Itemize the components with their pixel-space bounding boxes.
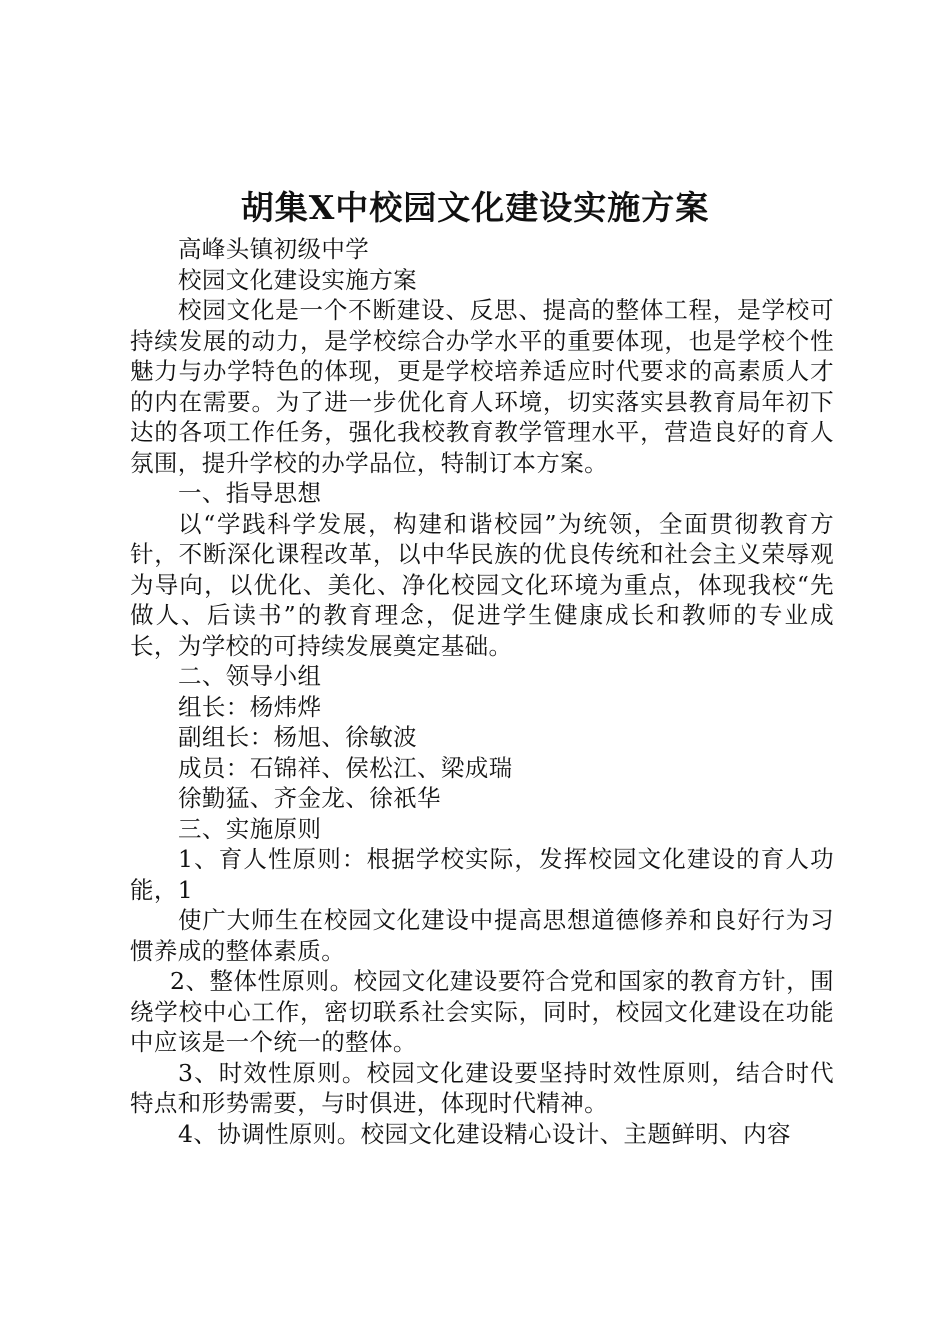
section-heading-principles: 三、实施原则 xyxy=(178,814,322,843)
members-line-continued: 徐勤猛、齐金龙、徐祇华 xyxy=(178,784,441,812)
principle-4: 4、协调性原则。校园文化建设精心设计、主题鲜明、内容 xyxy=(178,1119,791,1148)
principle-3: 3、时效性原则。校园文化建设要坚持时效性原则，结合时代特点和形势需要，与时俱进，体现时代精神。 xyxy=(130,1058,834,1117)
section-heading-guiding-ideology: 一、指导思想 xyxy=(178,479,322,507)
section-heading-leadership-group: 二、领导小组 xyxy=(178,662,322,690)
principle-1-continued: 使广大师生在校园文化建设中提高思想道德修养和良好行为习惯养成的整体素质。 xyxy=(130,906,834,965)
members-line: 成员：石锦祥、侯松江、梁成瑞 xyxy=(178,753,513,782)
school-name: 高峰头镇初级中学 xyxy=(178,235,370,263)
document-body xyxy=(130,234,834,1149)
document-title: 胡集X中校园文化建设实施方案 xyxy=(240,188,710,227)
principle-1: 1、育人性原则：根据学校实际，发挥校园文化建设的育人功能，1 xyxy=(130,845,834,904)
deputy-leader-line: 副组长：杨旭、徐敏波 xyxy=(178,723,417,751)
guiding-ideology-paragraph: 以“学践科学发展，构建和谐校园”为统领，全面贯彻教育方针，不断深化课程改革，以中华民族的优良传统和社会主义荣辱观为导向，以优化、美化、净化校园文化环境为重点，体现我校“先做人、后读书”的教育理念，促进学生健康成长和教师的专业成长，为学校的可持续发展奠定基础。 xyxy=(130,509,834,660)
intro-paragraph: 校园文化是一个不断建设、反思、提高的整体工程，是学校可持续发展的动力，是学校综合办学水平的重要体现，也是学校个性魅力与办学特色的体现，更是学校培养适应时代要求的高素质人才的内在需要。为了进一步优化育人环境，切实落实县教育局年初下达的各项工作任务，强化我校教育教学管理水平，营造良好的育人氛围，提升学校的办学品位，特制订本方案。 xyxy=(130,296,834,477)
leader-line: 组长：杨炜烨 xyxy=(178,692,322,721)
subtitle: 校园文化建设实施方案 xyxy=(178,265,417,294)
principle-2: 2、整体性原则。校园文化建设要符合党和国家的教育方针，围绕学校中心工作，密切联系社会实际，同时，校园文化建设在功能中应该是一个统一的整体。 xyxy=(130,967,834,1056)
